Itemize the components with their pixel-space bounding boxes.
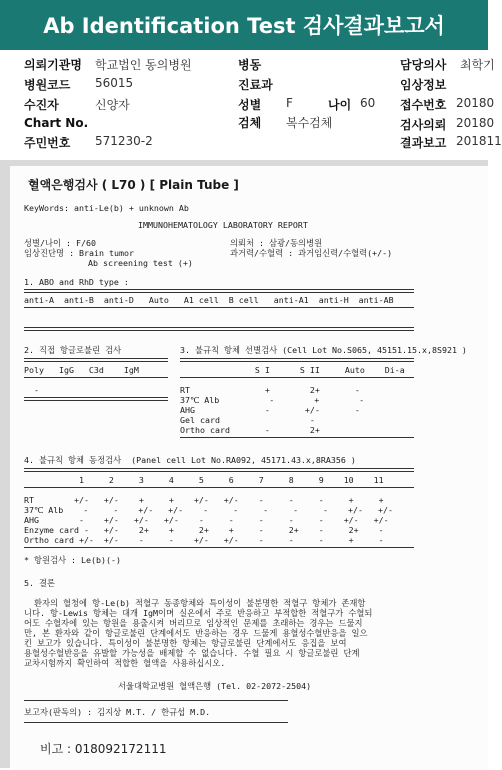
divider (24, 377, 168, 378)
scanned-report-page (10, 166, 488, 770)
report-date-value: 201811 (456, 134, 502, 148)
hospital-label: 의뢰기관명 (24, 58, 82, 72)
divider (24, 700, 288, 701)
conclusion-line: 환자의 혈청에 항-Le(b) 적혈구 동종항체와 특이성이 불분명한 적혈구 항체가 존재함 (24, 598, 366, 608)
chart-number-label: Chart No. (24, 116, 89, 130)
panel-row: RT +/- +/- + + +/- +/- - - - + + (24, 495, 384, 505)
specimen-label: 검체 (238, 116, 262, 130)
report-header-title: Ab Identification Test 검사결과보고서 (43, 14, 445, 38)
request-date-label: 검사의뢰 (400, 118, 447, 132)
report-date-label: 결과보고 (400, 136, 447, 150)
resident-id-value: 571230-2 (95, 134, 153, 148)
divider (180, 437, 414, 438)
clinical-info-label: 임상정보 (400, 78, 447, 92)
history-line: 과거력/수혈력 : 과거임신력/수혈력(+/-) (230, 248, 393, 258)
divider (24, 327, 414, 331)
age-value: 60 (360, 96, 376, 110)
panel-row: Ortho card +/- +/- - - +/- +/- - - - + - (24, 535, 384, 545)
screening-row: 37℃ Alb - + - (180, 395, 365, 405)
specimen-value: 복수검체 (286, 116, 333, 130)
screening-row: Gel card - (180, 415, 315, 425)
age-label: 나이 (328, 98, 352, 112)
patient-name-value: 신양자 (95, 98, 130, 112)
divider (180, 377, 414, 378)
reporter-line: 보고자(판독의) : 김지상 M.T. / 한규섭 M.D. (24, 707, 211, 717)
receipt-number-label: 접수번호 (400, 98, 447, 112)
hospital-value: 학교법인 동의병원 (95, 58, 192, 72)
divider (24, 547, 414, 548)
sex-value: F (286, 96, 293, 110)
lab-report-title: IMMUNOHEMATOLOGY LABORATORY REPORT (138, 220, 308, 230)
panel-row: 37℃ Alb - - +/- +/- - - - - - +/- +/- (24, 505, 393, 515)
resident-id-label: 주민번호 (24, 136, 71, 150)
sex-label: 성별 (238, 98, 262, 112)
patient-sex-age-line: 성별/나이 : F/60 (24, 238, 97, 248)
dat-section-title: 2. 직접 항글로불린 검사 (24, 345, 122, 355)
referral-line: 의뢰처 : 삼광/동의병원 (230, 238, 323, 248)
screening-row: RT + 2+ - (180, 385, 360, 395)
divider (24, 358, 168, 362)
identification-section-title: 4. 불규칙 항체 동정검사 (Panel cell Lot No.RA092, 45171.43.x,8RA356 ) (24, 455, 356, 465)
conclusion-line: 만, 본 환자와 같이 항글로불린 단계에서도 반응하는 경우 드물게 용혈성수혈반응을 일으 (24, 628, 368, 638)
dat-columns: Poly IgG C3d IgM (24, 365, 139, 375)
screening-columns: S I S II Auto Di-a (180, 365, 405, 375)
conclusion-line: 니다. 항-Lewis 항체는 대개 IgM이며 실온에서 주로 반응하고 부적합한 적혈구가 수혈되 (24, 608, 373, 618)
doctor-label: 담당의사 (400, 58, 447, 72)
divider (24, 468, 414, 472)
remark-line: 비고 : 018092172111 (40, 742, 167, 756)
abo-section-title: 1. ABO and RhD type : (24, 277, 129, 287)
receipt-number-value: 20180 (456, 96, 495, 110)
conclusion-section-title: 5. 결론 (24, 578, 56, 588)
doctor-value: 최학기 (460, 58, 495, 72)
conclusion-line: 킨 보고가 있습니다. 특이성이 불분명한 항체는 항글로불린 단계에서도 응집을 보여 (24, 638, 347, 648)
screening-row: AHG - +/- - (180, 405, 360, 415)
panel-row: AHG - +/- +/- +/- - - - - - +/- +/- (24, 515, 389, 525)
panel-columns: 1 2 3 4 5 6 7 8 9 10 11 (24, 475, 384, 485)
report-keywords: KeyWords: anti-Le(b) + unknown Ab (24, 203, 189, 213)
divider (24, 289, 414, 293)
department-label: 진료과 (238, 78, 273, 92)
divider (24, 397, 168, 401)
report-title: 혈액은행검사 ( L70 ) [ Plain Tube ] (28, 178, 239, 192)
dat-values: - (24, 385, 39, 395)
hospital-code-label: 병원코드 (24, 78, 71, 92)
screening-row: Ortho card - 2+ (180, 425, 320, 435)
diagnosis-line: 임상진단명 : Brain tumor (24, 248, 135, 258)
patient-name-label: 수진자 (24, 98, 59, 112)
patient-info-panel (0, 52, 502, 152)
divider (180, 358, 414, 362)
panel-row: Enzyme card - +/- 2+ + 2+ + - 2+ - 2+ - (24, 525, 384, 535)
hospital-code-value: 56015 (95, 76, 134, 90)
divider (24, 487, 414, 488)
screen-line: Ab screening test (+) (88, 258, 193, 268)
screening-section-title: 3. 불규칙 항체 선별검사 (Cell Lot No.S065, 45151.15.x,8S921 ) (180, 345, 467, 355)
conclusion-line: 용혈성수혈반응을 유발할 가능성을 배제할 수 없습니다. 수혈 필요 시 항글로불린 단계 (24, 648, 360, 658)
blood-bank-signature: 서울대학교병원 혈액은행 (Tel. 02-2072-2504) (118, 681, 312, 691)
divider (24, 307, 414, 308)
conclusion-line: 교차시험까지 확인하여 적합한 혈액을 사용하십시오. (24, 658, 226, 668)
ward-label: 병동 (238, 58, 262, 72)
antigen-test-result: * 항원검사 : Le(b)(-) (24, 555, 121, 565)
abo-columns: anti-A anti-B anti-D Auto A1 cell B cell anti-A1 anti-H anti-AB (24, 295, 394, 305)
report-header (0, 0, 488, 50)
divider (24, 722, 288, 723)
request-date-value: 20180 (456, 116, 495, 130)
scanned-report-area (0, 160, 488, 768)
conclusion-line: 어도 수혈자에 있는 항원을 용출시켜 버리므로 임상적인 문제를 초래하는 경우는 드물지 (24, 618, 363, 628)
